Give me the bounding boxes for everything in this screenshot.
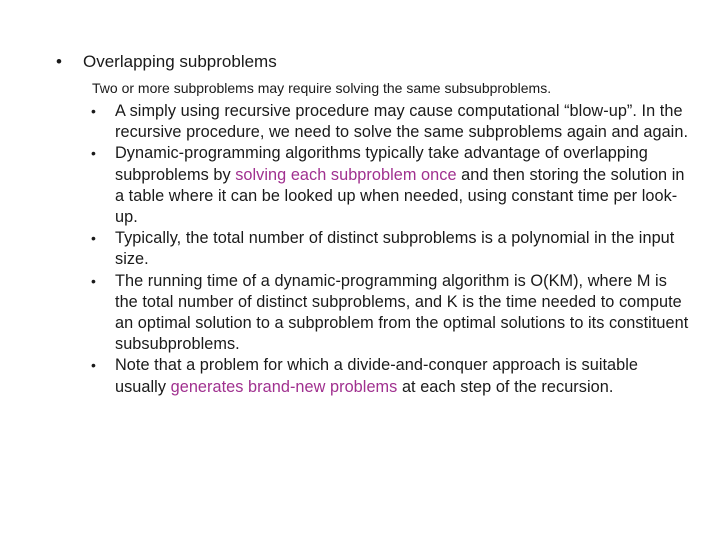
- bullet-text: A simply using recursive procedure may cause computational “blow-up”. In the recursive procedure, we need to solve the same subproblems again and again.: [115, 102, 689, 142]
- bullet-dot: •: [91, 272, 96, 289]
- bullet-item: [91, 355, 691, 397]
- bullet-list: [91, 101, 691, 398]
- highlighted-phrase: generates brand-new problems: [170, 377, 398, 396]
- bullet-item: [91, 101, 691, 143]
- bullet-text: Typically, the total number of distinct subproblems is a polynomial in the input size.: [115, 229, 675, 269]
- bullet-dot: •: [91, 230, 96, 247]
- bullet-text: The running time of a dynamic-programming algorithm is O(KM), where M is the total number of distinct subproblems, and K is the time needed to compute an optimal solution to a subproblem from the optimal solutions to its constituent subsubproblems.: [115, 271, 689, 354]
- bullet-dot: •: [91, 145, 96, 162]
- heading-text: Overlapping subproblems: [83, 52, 277, 71]
- bullet-item: [91, 228, 691, 270]
- bullet-text: Note that a problem for which a divide-and-conquer approach is suitable usually: [115, 356, 639, 396]
- bullet-dot: •: [91, 357, 96, 374]
- definition-line: Two or more subproblems may require solving the same subsubproblems.: [92, 80, 552, 96]
- bullet-text: at each step of the recursion.: [397, 377, 614, 396]
- bullet-text: and then storing the solution in a table where it can be looked up when needed, using constant time per look-up.: [115, 165, 685, 227]
- bullet-dot: •: [91, 103, 96, 119]
- bullet-item: [91, 271, 691, 356]
- heading-bullet: •: [56, 52, 62, 71]
- bullet-item: [91, 143, 691, 228]
- section-heading: [56, 51, 277, 73]
- highlighted-phrase: solving each subproblem once: [235, 165, 457, 184]
- bullet-text: Dynamic-programming algorithms typically take advantage of overlapping subproblems by: [115, 144, 648, 184]
